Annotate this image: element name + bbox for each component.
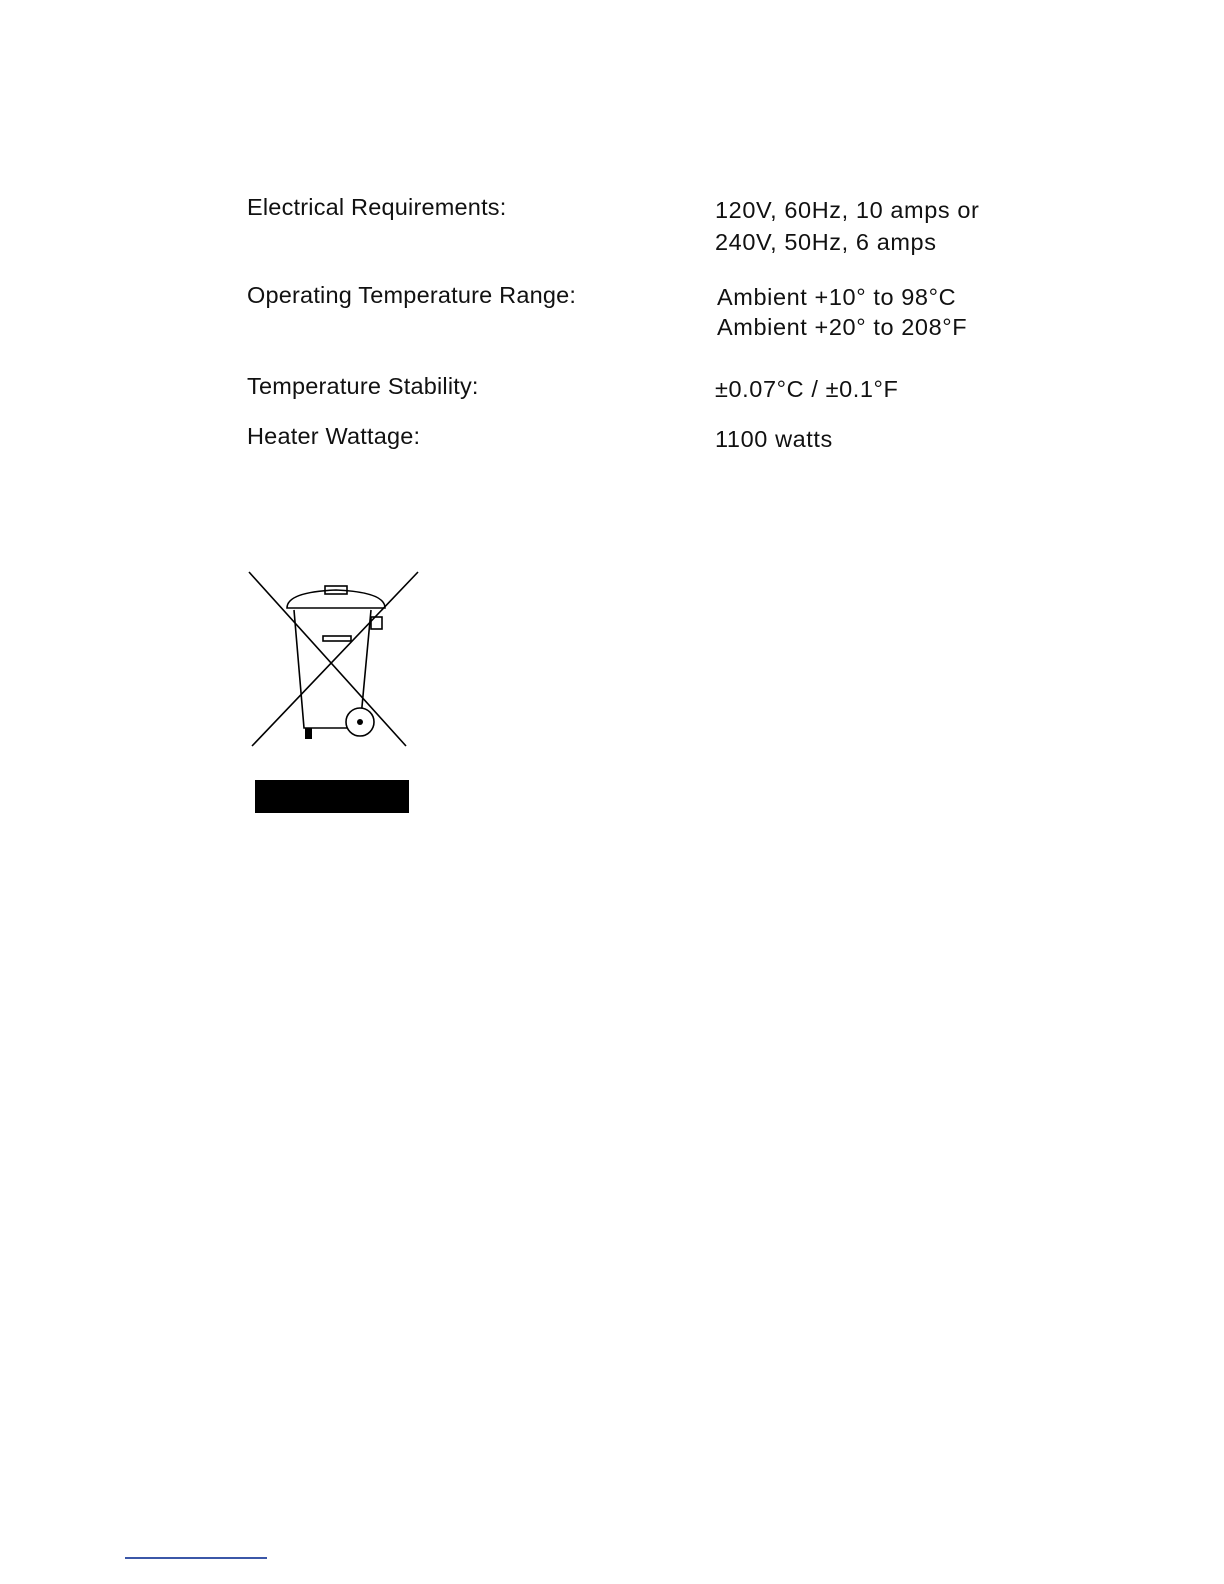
crossed-out-wheelie-bin-icon bbox=[246, 570, 422, 750]
spec-value-line: Ambient +10° to 98°C bbox=[717, 284, 957, 310]
footer-rule bbox=[125, 1557, 267, 1559]
spec-value bbox=[715, 194, 979, 258]
spec-value-line: 240V, 50Hz, 6 amps bbox=[715, 229, 937, 255]
spec-value-line: Ambient +20° to 208°F bbox=[717, 314, 968, 340]
spec-value bbox=[715, 423, 833, 455]
weee-black-bar bbox=[255, 780, 409, 813]
spec-label: Operating Temperature Range: bbox=[247, 282, 577, 308]
spec-value-line: ±0.07°C / ±0.1°F bbox=[715, 376, 899, 402]
spec-label: Temperature Stability: bbox=[247, 373, 479, 399]
spec-value bbox=[717, 282, 967, 342]
spec-label: Heater Wattage: bbox=[247, 423, 421, 449]
spec-value-line: 1100 watts bbox=[715, 426, 833, 452]
spec-value-line: 120V, 60Hz, 10 amps or bbox=[715, 197, 980, 223]
spec-label: Electrical Requirements: bbox=[247, 194, 507, 220]
spec-value bbox=[715, 373, 899, 405]
